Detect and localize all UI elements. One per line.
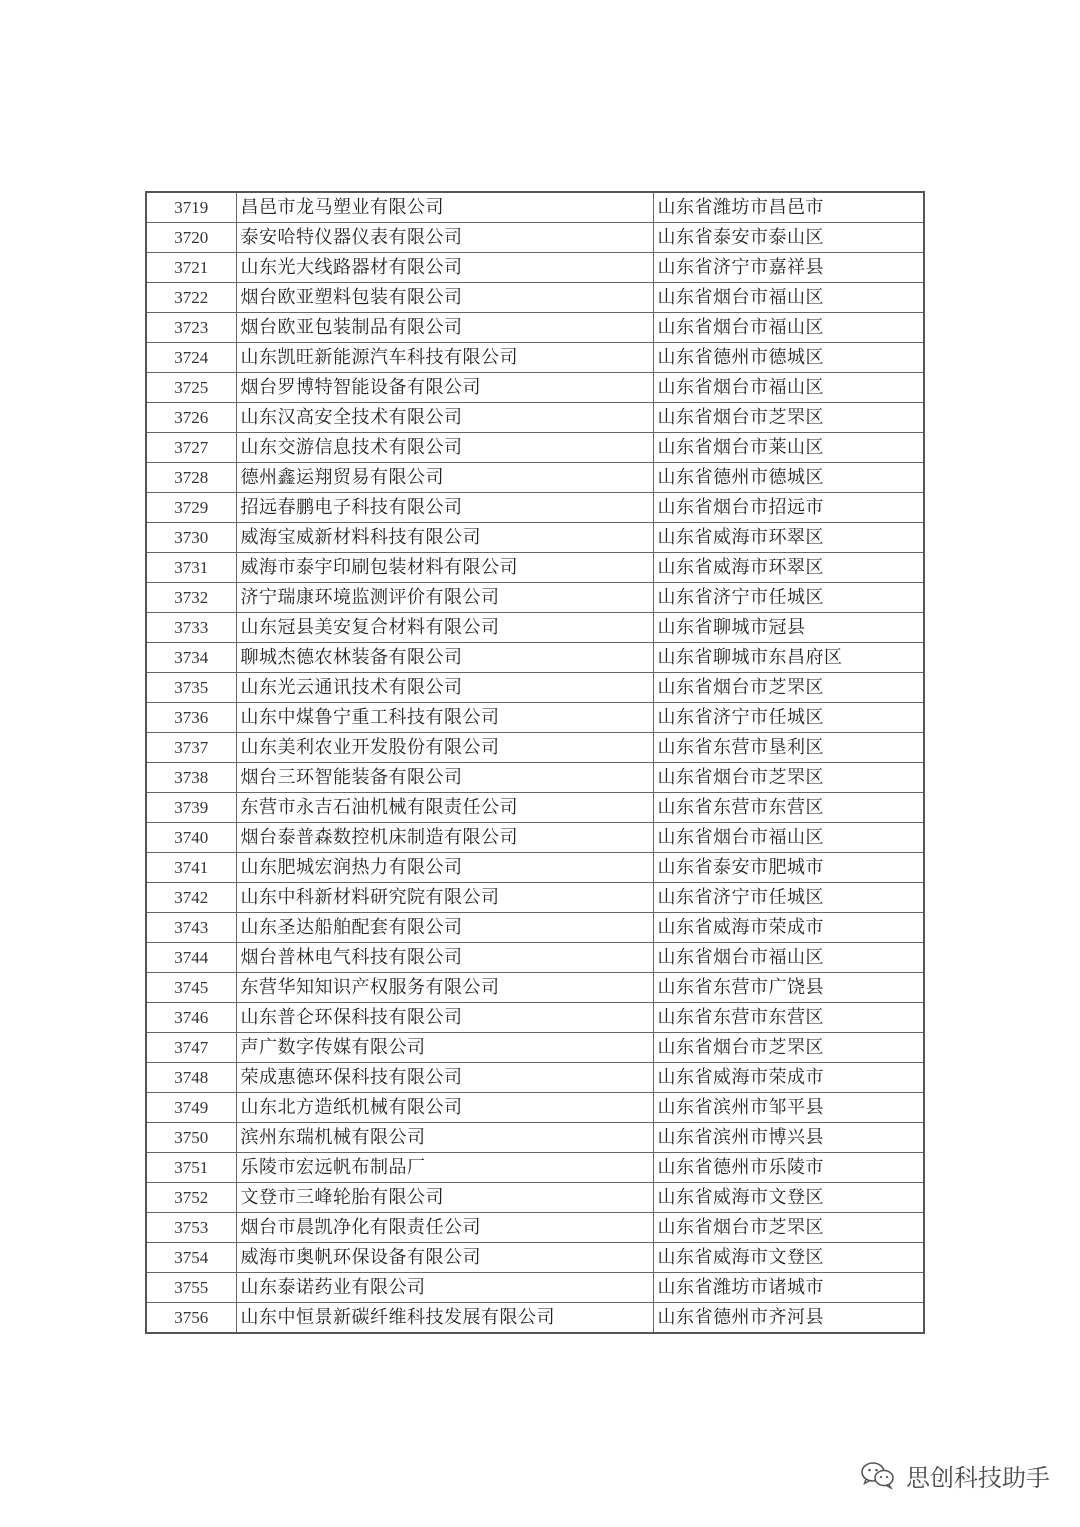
company-location: 山东省烟台市芝罘区 [653, 403, 924, 433]
company-location: 山东省东营市广饶县 [653, 973, 924, 1003]
table-row [146, 1213, 924, 1243]
company-location: 山东省烟台市福山区 [653, 823, 924, 853]
row-number: 3746 [146, 1003, 236, 1033]
company-name: 泰安哈特仪器仪表有限公司 [236, 223, 653, 253]
company-location: 山东省德州市乐陵市 [653, 1153, 924, 1183]
table-row [146, 1063, 924, 1093]
company-name: 烟台泰普森数控机床制造有限公司 [236, 823, 653, 853]
company-name: 乐陵市宏远帆布制品厂 [236, 1153, 653, 1183]
company-name: 山东肥城宏润热力有限公司 [236, 853, 653, 883]
table-row [146, 583, 924, 613]
row-number: 3740 [146, 823, 236, 853]
table-row [146, 283, 924, 313]
table-row [146, 463, 924, 493]
company-name: 招远春鹏电子科技有限公司 [236, 493, 653, 523]
company-name: 东营华知知识产权服务有限公司 [236, 973, 653, 1003]
company-name: 烟台普林电气科技有限公司 [236, 943, 653, 973]
company-name: 济宁瑞康环境监测评价有限公司 [236, 583, 653, 613]
table-body [146, 192, 924, 1333]
company-location: 山东省德州市德城区 [653, 463, 924, 493]
company-name: 东营市永吉石油机械有限责任公司 [236, 793, 653, 823]
row-number: 3726 [146, 403, 236, 433]
company-location: 山东省济宁市嘉祥县 [653, 253, 924, 283]
table-row [146, 1273, 924, 1303]
row-number: 3741 [146, 853, 236, 883]
company-name: 山东中科新材料研究院有限公司 [236, 883, 653, 913]
company-name: 山东光云通讯技术有限公司 [236, 673, 653, 703]
company-name: 山东美利农业开发股份有限公司 [236, 733, 653, 763]
company-location: 山东省烟台市福山区 [653, 283, 924, 313]
company-location: 山东省滨州市博兴县 [653, 1123, 924, 1153]
table-row [146, 1183, 924, 1213]
row-number: 3739 [146, 793, 236, 823]
company-location: 山东省聊城市东昌府区 [653, 643, 924, 673]
company-location: 山东省泰安市肥城市 [653, 853, 924, 883]
table-row [146, 823, 924, 853]
row-number: 3756 [146, 1303, 236, 1334]
company-table [145, 191, 925, 1334]
company-name: 烟台三环智能装备有限公司 [236, 763, 653, 793]
row-number: 3719 [146, 192, 236, 223]
table-row [146, 493, 924, 523]
company-name: 德州鑫运翔贸易有限公司 [236, 463, 653, 493]
company-name: 山东交游信息技术有限公司 [236, 433, 653, 463]
table-row [146, 553, 924, 583]
watermark [860, 1457, 1050, 1493]
company-location: 山东省济宁市任城区 [653, 883, 924, 913]
company-location: 山东省威海市文登区 [653, 1243, 924, 1273]
company-location: 山东省威海市环翠区 [653, 523, 924, 553]
row-number: 3747 [146, 1033, 236, 1063]
company-location: 山东省烟台市招远市 [653, 493, 924, 523]
company-name: 山东普仑环保科技有限公司 [236, 1003, 653, 1033]
table-row [146, 793, 924, 823]
company-location: 山东省滨州市邹平县 [653, 1093, 924, 1123]
row-number: 3749 [146, 1093, 236, 1123]
company-name: 山东中煤鲁宁重工科技有限公司 [236, 703, 653, 733]
company-location: 山东省威海市荣成市 [653, 913, 924, 943]
row-number: 3750 [146, 1123, 236, 1153]
row-number: 3730 [146, 523, 236, 553]
table-row [146, 943, 924, 973]
row-number: 3742 [146, 883, 236, 913]
company-location: 山东省德州市德城区 [653, 343, 924, 373]
row-number: 3733 [146, 613, 236, 643]
table-row [146, 313, 924, 343]
row-number: 3720 [146, 223, 236, 253]
company-location: 山东省烟台市福山区 [653, 373, 924, 403]
table-row [146, 1003, 924, 1033]
company-location: 山东省烟台市芝罘区 [653, 1213, 924, 1243]
table-row [146, 673, 924, 703]
company-location: 山东省威海市环翠区 [653, 553, 924, 583]
company-location: 山东省威海市文登区 [653, 1183, 924, 1213]
company-name: 山东光大线路器材有限公司 [236, 253, 653, 283]
table-row [146, 973, 924, 1003]
row-number: 3748 [146, 1063, 236, 1093]
company-location: 山东省烟台市福山区 [653, 943, 924, 973]
company-name: 文登市三峰轮胎有限公司 [236, 1183, 653, 1213]
row-number: 3728 [146, 463, 236, 493]
row-number: 3729 [146, 493, 236, 523]
company-location: 山东省泰安市泰山区 [653, 223, 924, 253]
table-row [146, 883, 924, 913]
row-number: 3731 [146, 553, 236, 583]
table-row [146, 763, 924, 793]
row-number: 3753 [146, 1213, 236, 1243]
company-location: 山东省聊城市冠县 [653, 613, 924, 643]
company-name: 滨州东瑞机械有限公司 [236, 1123, 653, 1153]
table-row [146, 523, 924, 553]
table-row [146, 853, 924, 883]
row-number: 3735 [146, 673, 236, 703]
table-row [146, 733, 924, 763]
row-number: 3738 [146, 763, 236, 793]
row-number: 3727 [146, 433, 236, 463]
company-name: 聊城杰德农林装备有限公司 [236, 643, 653, 673]
table-row [146, 913, 924, 943]
table-row [146, 613, 924, 643]
table-row [146, 433, 924, 463]
table-row [146, 373, 924, 403]
row-number: 3723 [146, 313, 236, 343]
table-row [146, 1303, 924, 1334]
row-number: 3736 [146, 703, 236, 733]
wechat-icon [860, 1460, 896, 1490]
company-name: 声广数字传媒有限公司 [236, 1033, 653, 1063]
row-number: 3722 [146, 283, 236, 313]
row-number: 3755 [146, 1273, 236, 1303]
company-location: 山东省烟台市芝罘区 [653, 673, 924, 703]
company-name: 烟台欧亚塑料包装有限公司 [236, 283, 653, 313]
row-number: 3745 [146, 973, 236, 1003]
company-location: 山东省济宁市任城区 [653, 703, 924, 733]
company-location: 山东省东营市东营区 [653, 793, 924, 823]
company-location: 山东省威海市荣成市 [653, 1063, 924, 1093]
row-number: 3721 [146, 253, 236, 283]
table-row [146, 1033, 924, 1063]
row-number: 3751 [146, 1153, 236, 1183]
row-number: 3725 [146, 373, 236, 403]
company-name: 烟台市晨凯净化有限责任公司 [236, 1213, 653, 1243]
row-number: 3732 [146, 583, 236, 613]
company-location: 山东省德州市齐河县 [653, 1303, 924, 1334]
table-row [146, 1153, 924, 1183]
table-row [146, 253, 924, 283]
company-name: 山东汉高安全技术有限公司 [236, 403, 653, 433]
company-location: 山东省潍坊市昌邑市 [653, 192, 924, 223]
table-row [146, 343, 924, 373]
table-row [146, 643, 924, 673]
table-row [146, 1093, 924, 1123]
company-name: 山东北方造纸机械有限公司 [236, 1093, 653, 1123]
row-number: 3734 [146, 643, 236, 673]
company-name: 烟台欧亚包装制品有限公司 [236, 313, 653, 343]
watermark-text: 思创科技助手 [906, 1463, 1050, 1492]
company-location: 山东省济宁市任城区 [653, 583, 924, 613]
company-location: 山东省潍坊市诸城市 [653, 1273, 924, 1303]
company-name: 威海宝威新材料科技有限公司 [236, 523, 653, 553]
company-location: 山东省东营市东营区 [653, 1003, 924, 1033]
company-name: 山东冠县美安复合材料有限公司 [236, 613, 653, 643]
row-number: 3743 [146, 913, 236, 943]
company-location: 山东省烟台市芝罘区 [653, 1033, 924, 1063]
company-name: 荣成惠德环保科技有限公司 [236, 1063, 653, 1093]
table-row [146, 1123, 924, 1153]
company-location: 山东省东营市垦利区 [653, 733, 924, 763]
company-location: 山东省烟台市莱山区 [653, 433, 924, 463]
row-number: 3754 [146, 1243, 236, 1273]
company-name: 威海市奥帆环保设备有限公司 [236, 1243, 653, 1273]
table-row [146, 1243, 924, 1273]
company-name: 山东圣达船舶配套有限公司 [236, 913, 653, 943]
row-number: 3744 [146, 943, 236, 973]
row-number: 3724 [146, 343, 236, 373]
row-number: 3752 [146, 1183, 236, 1213]
table-row [146, 223, 924, 253]
company-name: 威海市泰宇印刷包装材料有限公司 [236, 553, 653, 583]
company-name: 烟台罗博特智能设备有限公司 [236, 373, 653, 403]
company-name: 昌邑市龙马塑业有限公司 [236, 192, 653, 223]
table-row [146, 192, 924, 223]
company-name: 山东凯旺新能源汽车科技有限公司 [236, 343, 653, 373]
row-number: 3737 [146, 733, 236, 763]
company-location: 山东省烟台市福山区 [653, 313, 924, 343]
table-row [146, 403, 924, 433]
company-location: 山东省烟台市芝罘区 [653, 763, 924, 793]
company-name: 山东中恒景新碳纤维科技发展有限公司 [236, 1303, 653, 1334]
company-name: 山东泰诺药业有限公司 [236, 1273, 653, 1303]
table-row [146, 703, 924, 733]
